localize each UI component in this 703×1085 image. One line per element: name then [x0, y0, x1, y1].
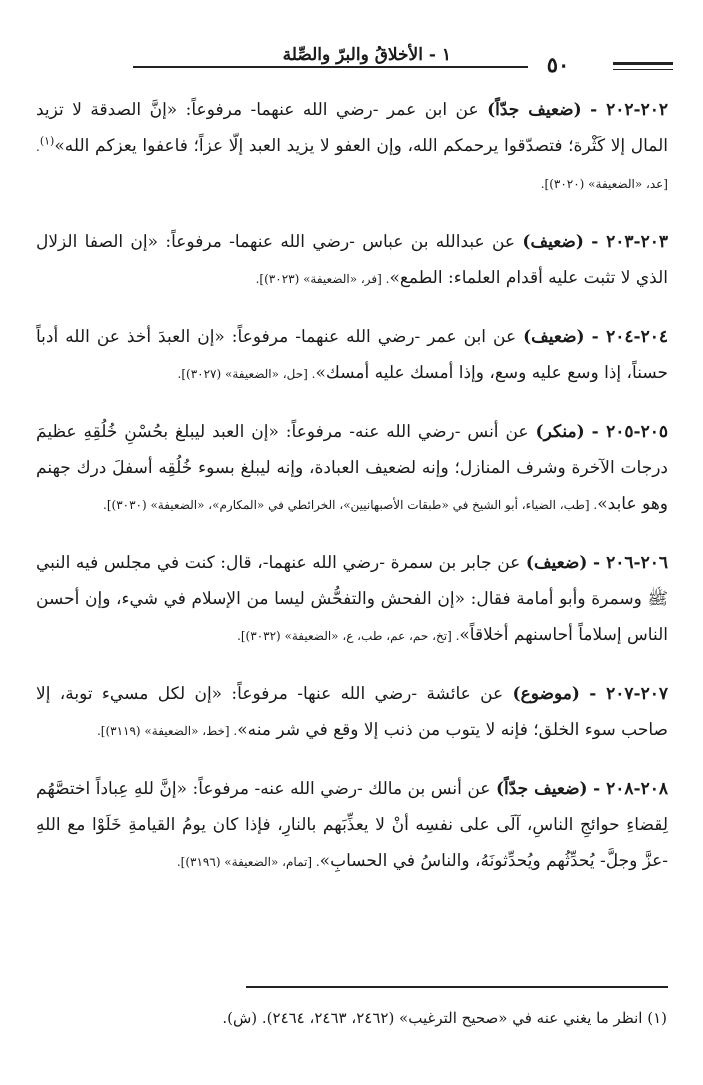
footnote-marker: (١): [39, 134, 55, 148]
hadith-entry: [36, 92, 668, 202]
hadith-source: . [حل، «الضعيفة» (٣٠٢٧)].: [177, 367, 316, 381]
hadith-number: ٢٠٢-٢٠٢ -: [590, 100, 668, 120]
hadith-grade: (ضعيف جدّاً): [495, 779, 588, 799]
hadith-entry: [36, 414, 668, 523]
header-ornament-rule-thin: [613, 69, 673, 70]
hadith-grade: (ضعيف): [523, 327, 585, 347]
hadith-number: ٢٠٨-٢٠٨ -: [593, 779, 669, 799]
hadith-source: . [خط، «الضعيفة» (٣١١٩)].: [96, 724, 238, 738]
hadith-text: عن أنس بن مالك -رضي الله عنه- مرفوعاً: «إنَّ للهِ عِباداً اختصَّهُم لِقضاءِ حوائجِ الناسِ، آلَى على نفسِه أنْ لا يعذِّبَهم بالنارِ، فإذا كان يومُ القيامةِ خَلَوْا مع اللهِ -عزَّ وجلَّ- يُحدِّثُهم ويُحدِّثونَهُ، والناسُ في الحسابِ»: [36, 779, 668, 871]
hadith-source: . [طب، الضياء، أبو الشيخ في «طبقات الأصبهانيين»، الخرائطي في «المكارم»، «الضعيفة» (٣٠٣٠)].: [103, 498, 598, 512]
page-number: ٥٠: [546, 52, 570, 77]
hadith-text: عن ابن عمر -رضي الله عنهما- مرفوعاً: «إن العبدَ أخذ عن الله أدباً حسناً، إذا وسع عليه وسع، وإذا أمسك عليه أمسك»: [36, 327, 668, 383]
hadith-grade: (منكر): [535, 422, 585, 442]
hadith-grade: (ضعيف جدّاً): [487, 100, 582, 120]
header-rule: [133, 66, 528, 68]
hadith-text: عن عائشة -رضي الله عنها- مرفوعاً: «إن لكل مسيء توبة، إلا صاحب سوء الخلق؛ فإنه لا يتوب من ذنب إلا وقع في شر منه»: [36, 684, 668, 740]
footnote-separator: [246, 986, 668, 988]
hadith-text: عن عبدالله بن عباس -رضي الله عنهما- مرفوعاً: «إن الصفا الزلال الذي لا تثبت عليه أقدام العلماء: الطمع»: [36, 232, 668, 288]
hadith-source: . [فر، «الضعيفة» (٣٠٢٣)].: [255, 272, 390, 286]
running-title: ١ - الأخلاقُ والبرّ والصِّلة: [282, 45, 451, 65]
hadith-grade: (موضوع): [512, 684, 580, 704]
hadith-number: ٢٠٥-٢٠٥ -: [591, 422, 669, 442]
hadith-text: عن أنس -رضي الله عنه- مرفوعاً: «إن العبد ليبلغ بحُسْنِ خُلُقِهِ عظيمَ درجات الآخرة وشرف المنازل؛ وإنه لضعيف العبادة، وإنه ليبلغ بسوء خُلُقِه أسفلَ درك جهنم وهو عابد»: [36, 422, 668, 514]
footnote: (١) انظر ما يغني عنه في «صحيح الترغيب» (٢٤٦٢، ٢٤٦٣، ٢٤٦٤). (ش).: [222, 1009, 667, 1027]
hadith-text: عن ابن عمر -رضي الله عنهما- مرفوعاً: «إنَّ الصدقة لا تزيد المال إلا كَثْرة؛ فتصدّقوا يرحمكم الله، وإن العفو لا يزيد العبد إلّا عزاً؛ فاعفوا يعزكم الله»: [36, 100, 668, 156]
page-header: [30, 44, 673, 77]
hadith-entry: [36, 319, 668, 392]
hadith-source: . [تخ، حم، عم، طب، ع، «الضعيفة» (٣٠٣٢)].: [237, 629, 460, 643]
hadith-source: . [عد، «الضعيفة» (٣٠٢٠)].: [36, 140, 668, 191]
hadith-entry: [36, 545, 668, 654]
hadith-text: عن جابر بن سمرة -رضي الله عنهما-، قال: كنت في مجلس فيه النبي ﷺ وسمرة وأبو أمامة فقال: «إن الفحش والتفحُّش ليسا من الإسلام في شيء، وإن أحسن الناس إسلاماً أحاسنهم أخلاقاً»: [36, 553, 668, 645]
hadith-grade: (ضعيف): [525, 553, 588, 573]
hadith-entry: [36, 771, 668, 880]
hadith-number: ٢٠٦-٢٠٦ -: [592, 553, 669, 573]
hadith-entry: [36, 676, 668, 749]
hadith-source: . [تمام، «الضعيفة» (٣١٩٦)].: [176, 855, 320, 869]
hadith-grade: (ضعيف): [522, 232, 584, 252]
hadith-number: ٢٠٧-٢٠٧ -: [589, 684, 669, 704]
hadith-entry: [36, 224, 668, 297]
hadith-number: ٢٠٤-٢٠٤ -: [591, 327, 669, 347]
header-ornament-rule-thick: [613, 62, 673, 65]
page-body: [36, 92, 668, 902]
hadith-number: ٢٠٣-٢٠٣ -: [591, 232, 669, 252]
